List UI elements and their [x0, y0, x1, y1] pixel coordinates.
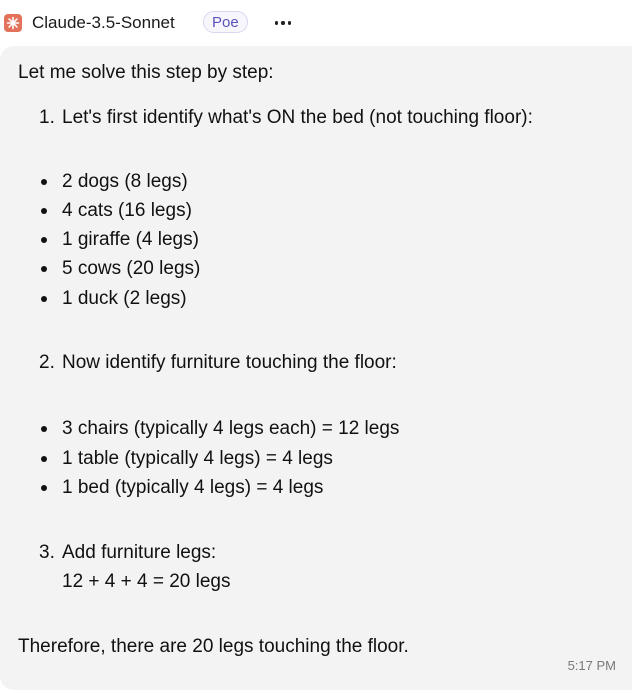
list-item: 5 cows (20 legs)	[62, 258, 201, 279]
list-item: 1 bed (typically 4 legs) = 4 legs	[62, 477, 324, 498]
bullet-dot	[41, 266, 47, 272]
list-item: 1 giraffe (4 legs)	[62, 229, 199, 250]
list-item: 1 duck (2 legs)	[62, 288, 187, 309]
bullet-dot	[41, 179, 47, 185]
list-item: 4 cats (16 legs)	[62, 200, 192, 221]
step-continuation: 12 + 4 + 4 = 20 legs	[62, 571, 231, 592]
chat-header	[0, 0, 632, 46]
step-number: 1.	[39, 107, 55, 128]
bullet-dot	[41, 296, 47, 302]
poe-badge[interactable]: Poe	[203, 11, 248, 33]
step-text: Let's first identify what's ON the bed (not touching floor):	[62, 107, 533, 128]
bot-avatar[interactable]	[4, 14, 22, 32]
sunburst-icon	[6, 16, 20, 30]
message-intro: Let me solve this step by step:	[18, 62, 274, 83]
ellipsis-icon-dot	[281, 21, 284, 24]
list-item: 1 table (typically 4 legs) = 4 legs	[62, 448, 333, 469]
message-conclusion: Therefore, there are 20 legs touching the floor.	[18, 636, 409, 657]
step-number: 3.	[39, 542, 55, 563]
list-item: 2 dogs (8 legs)	[62, 171, 188, 192]
message-timestamp: 5:17 PM	[567, 658, 616, 673]
bullet-dot	[41, 456, 47, 462]
step-text: Now identify furniture touching the floor:	[62, 352, 397, 373]
bot-name[interactable]: Claude-3.5-Sonnet	[32, 13, 175, 32]
ellipsis-icon-dot	[288, 21, 291, 24]
bullet-dot	[41, 208, 47, 214]
step-text: Add furniture legs:	[62, 542, 217, 563]
bullet-dot	[41, 426, 47, 432]
bullet-dot	[41, 485, 47, 491]
ellipsis-icon-dot	[275, 21, 278, 24]
list-item: 3 chairs (typically 4 legs each) = 12 legs	[62, 418, 400, 439]
more-options-button[interactable]	[270, 12, 296, 34]
bullet-dot	[41, 237, 47, 243]
step-number: 2.	[39, 352, 55, 373]
